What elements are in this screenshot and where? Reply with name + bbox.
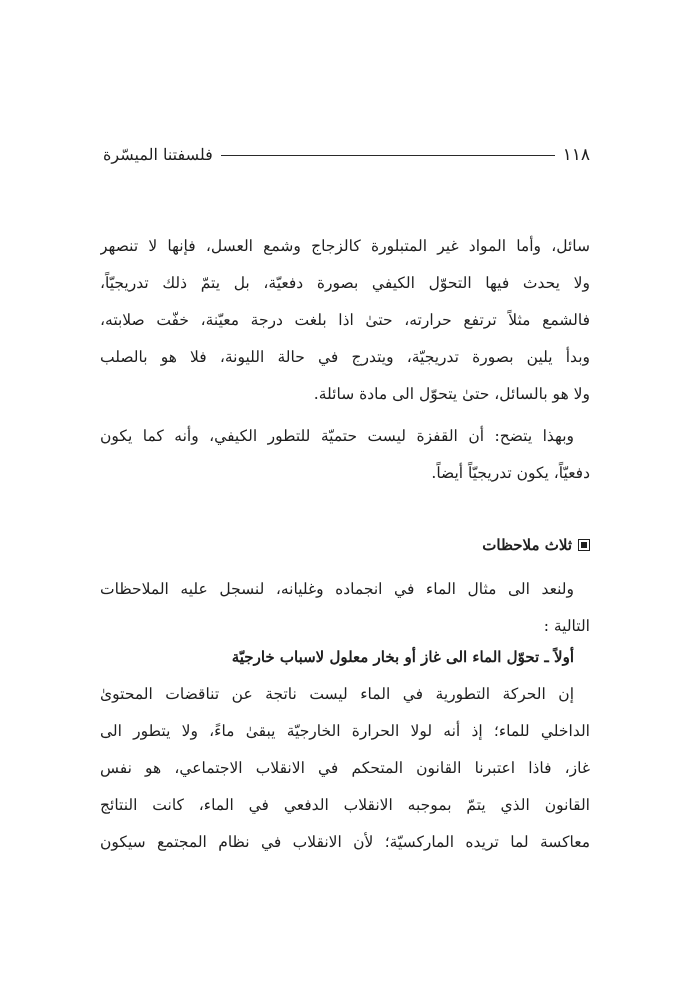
text-line: التالية :: [543, 617, 590, 635]
text-line: دفعيّاً، يكون تدريجيّاً أيضاً.: [431, 464, 590, 482]
text-line: سائل، وأما المواد غير المتبلورة كالزجاج وشمع العسل، فإنها لا تنصهر: [100, 237, 590, 255]
text-line: ولا هو بالسائل، حتىٰ يتحوّل الى مادة سائلة.: [313, 385, 590, 403]
text-line: ولا يحدث فيها التحوّل الكيفي بصورة دفعيّة، بل يتمّ ذلك تدريجيّاً،: [100, 274, 590, 292]
paragraph-2: [100, 418, 590, 492]
section-heading-text: ثلاث ملاحظات: [482, 536, 572, 554]
book-title: فلسفتنا الميسّرة: [103, 145, 213, 164]
paragraph-3: [100, 571, 590, 645]
text-line: ولنعد الى مثال الماء في انجماده وغليانه، لنسجل عليه الملاحظات: [100, 580, 574, 598]
section-heading: [100, 530, 590, 560]
page-number: ١١٨: [562, 145, 590, 165]
text-line: معاكسة لما تريده الماركسيّة؛ لأن الانقلاب في نظام المجتمع سيكون: [100, 833, 590, 851]
text-line: الداخلي للماء؛ إذ أنه لولا الحرارة الخارجيّة يبقىٰ ماءً، ولا يتطور الى: [100, 722, 590, 740]
text-line: إن الحركة التطورية في الماء ليست ناتجة عن تناقضات المحتوىٰ: [100, 685, 574, 703]
text-line: وبدأ يلين بصورة تدريجيّة، ويتدرج في حالة الليونة، فلا هو بالصلب: [100, 348, 590, 366]
paragraph-4: [100, 676, 590, 861]
text-line: القانون الذي يتمّ بموجبه الانقلاب الدفعي في الماء، كانت النتائج: [100, 796, 590, 814]
subheading-first-note: أولاً ـ تحوّل الماء الى غاز أو بخار معلول لاسباب خارجيّة: [231, 648, 574, 666]
paragraph-1: [100, 228, 590, 413]
running-header: [103, 140, 590, 170]
text-line: فالشمع مثلاً ترتفع حرارته، حتىٰ اذا بلغت درجة معيّنة، خفّت صلابته،: [100, 311, 590, 329]
square-bullet-icon: [578, 539, 590, 551]
header-rule: [221, 155, 555, 156]
text-line: غاز، فاذا اعتبرنا القانون المتحكم في الانقلاب الاجتماعي، هو نفس: [100, 759, 590, 777]
text-line: وبهذا يتضح: أن القفزة ليست حتميّة للتطور الكيفي، وأنه كما يكون: [100, 427, 574, 445]
